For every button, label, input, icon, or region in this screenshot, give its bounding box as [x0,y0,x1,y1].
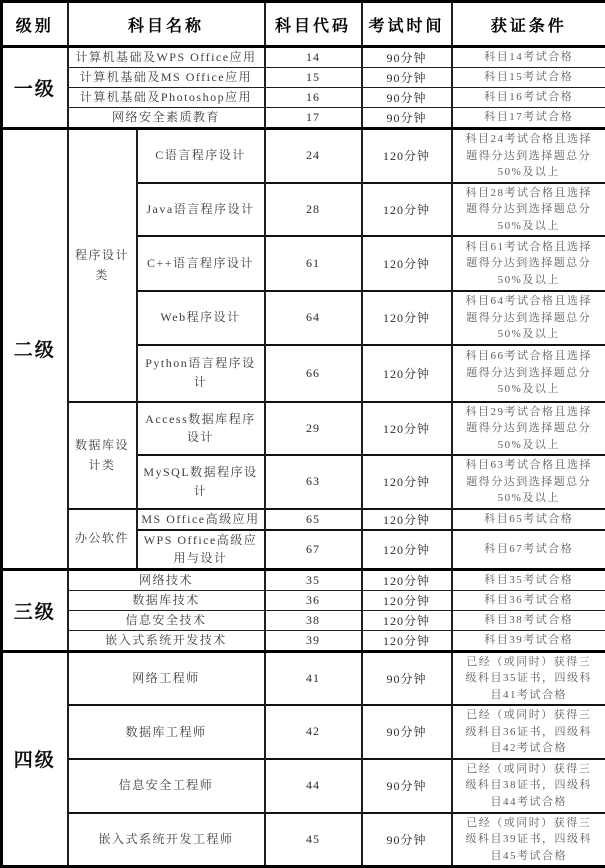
table-row [2,47,605,68]
code-cell: 61 [265,236,362,291]
code-cell: 16 [265,88,362,108]
time-cell: 120分钟 [362,610,452,630]
table-row [2,509,605,530]
time-cell: 120分钟 [362,630,452,651]
header-row [2,2,605,47]
subject-cell: 数据库技术 [68,590,265,610]
time-cell: 120分钟 [362,236,452,291]
subject-cell: 数据库工程师 [68,705,265,759]
condition-cell: 科目29考试合格且选择题得分达到选择题总分50%及以上 [452,402,605,456]
time-cell: 90分钟 [362,813,452,867]
header-code: 科目代码 [265,2,362,47]
header-time: 考试时间 [362,2,452,47]
category-cell-office: 办公软件 [68,509,137,570]
subject-cell: 嵌入式系统开发技术 [68,630,265,651]
time-cell: 120分钟 [362,509,452,530]
code-cell: 66 [265,345,362,402]
condition-cell: 科目17考试合格 [452,108,605,129]
condition-cell: 科目63考试合格且选择题得分达到选择题总分50%及以上 [452,455,605,509]
condition-cell: 科目38考试合格 [452,610,605,630]
subject-cell: Web程序设计 [137,291,265,345]
code-cell: 17 [265,108,362,129]
condition-cell: 科目24考试合格且选择题得分达到选择题总分50%及以上 [452,129,605,183]
time-cell: 120分钟 [362,530,452,570]
code-cell: 36 [265,590,362,610]
subject-cell: C语言程序设计 [137,129,265,183]
code-cell: 42 [265,705,362,759]
table-row [2,759,605,813]
code-cell: 67 [265,530,362,570]
table-row [2,402,605,456]
table-row [2,569,605,590]
table-row [2,610,605,630]
code-cell: 41 [265,651,362,705]
time-cell: 90分钟 [362,759,452,813]
subject-cell: 信息安全技术 [68,610,265,630]
subject-cell: 计算机基础及Photoshop应用 [68,88,265,108]
code-cell: 38 [265,610,362,630]
code-cell: 44 [265,759,362,813]
code-cell: 14 [265,47,362,68]
time-cell: 120分钟 [362,345,452,402]
level-cell-4: 四级 [2,651,68,867]
category-cell-programming: 程序设计类 [68,129,137,402]
subject-cell: 计算机基础及MS Office应用 [68,68,265,88]
condition-cell: 科目15考试合格 [452,68,605,88]
table-row [2,705,605,759]
subject-cell: 信息安全工程师 [68,759,265,813]
time-cell: 120分钟 [362,291,452,345]
condition-cell: 科目35考试合格 [452,569,605,590]
subject-cell: MS Office高级应用 [137,509,265,530]
subject-cell: 网络技术 [68,569,265,590]
time-cell: 90分钟 [362,108,452,129]
subject-cell: 计算机基础及WPS Office应用 [68,47,265,68]
table-row [2,813,605,867]
condition-cell: 科目61考试合格且选择题得分达到选择题总分50%及以上 [452,236,605,291]
condition-cell: 科目28考试合格且选择题得分达到选择题总分50%及以上 [452,183,605,237]
time-cell: 120分钟 [362,402,452,456]
condition-cell: 科目14考试合格 [452,47,605,68]
time-cell: 90分钟 [362,705,452,759]
table-row [2,129,605,183]
condition-cell: 科目65考试合格 [452,509,605,530]
condition-cell: 科目39考试合格 [452,630,605,651]
condition-cell: 已经（或同时）获得三级科目36证书，四级科目42考试合格 [452,705,605,759]
condition-cell: 科目67考试合格 [452,530,605,570]
condition-cell: 科目16考试合格 [452,88,605,108]
subject-cell: WPS Office高级应用与设计 [137,530,265,570]
condition-cell: 科目64考试合格且选择题得分达到选择题总分50%及以上 [452,291,605,345]
subject-cell: Python语言程序设计 [137,345,265,402]
time-cell: 90分钟 [362,88,452,108]
table-row [2,68,605,88]
subject-cell: C++语言程序设计 [137,236,265,291]
subject-cell: MySQL数据程序设计 [137,455,265,509]
subject-cell: 网络安全素质教育 [68,108,265,129]
code-cell: 45 [265,813,362,867]
time-cell: 90分钟 [362,68,452,88]
level-cell-2: 二级 [2,129,68,570]
code-cell: 65 [265,509,362,530]
code-cell: 29 [265,402,362,456]
condition-cell: 已经（或同时）获得三级科目38证书，四级科目44考试合格 [452,759,605,813]
time-cell: 120分钟 [362,129,452,183]
code-cell: 28 [265,183,362,237]
time-cell: 120分钟 [362,569,452,590]
level-cell-3: 三级 [2,569,68,651]
code-cell: 39 [265,630,362,651]
code-cell: 63 [265,455,362,509]
table-row [2,630,605,651]
header-level: 级别 [2,2,68,47]
subject-cell: 网络工程师 [68,651,265,705]
table-row [2,108,605,129]
condition-cell: 科目66考试合格且选择题得分达到选择题总分50%及以上 [452,345,605,402]
level-cell-1: 一级 [2,47,68,129]
code-cell: 64 [265,291,362,345]
code-cell: 15 [265,68,362,88]
header-condition: 获证条件 [452,2,605,47]
time-cell: 90分钟 [362,47,452,68]
time-cell: 120分钟 [362,183,452,237]
condition-cell: 已经（或同时）获得三级科目35证书，四级科目41考试合格 [452,651,605,705]
table-row [2,590,605,610]
category-cell-database: 数据库设计类 [68,402,137,509]
header-subject: 科目名称 [68,2,265,47]
table-row [2,88,605,108]
time-cell: 120分钟 [362,455,452,509]
subject-cell: 嵌入式系统开发工程师 [68,813,265,867]
code-cell: 24 [265,129,362,183]
subject-cell: Java语言程序设计 [137,183,265,237]
time-cell: 90分钟 [362,651,452,705]
subject-cell: Access数据库程序设计 [137,402,265,456]
table-row [2,651,605,705]
time-cell: 120分钟 [362,590,452,610]
code-cell: 35 [265,569,362,590]
condition-cell: 科目36考试合格 [452,590,605,610]
condition-cell: 已经（或同时）获得三级科目39证书，四级科目45考试合格 [452,813,605,867]
